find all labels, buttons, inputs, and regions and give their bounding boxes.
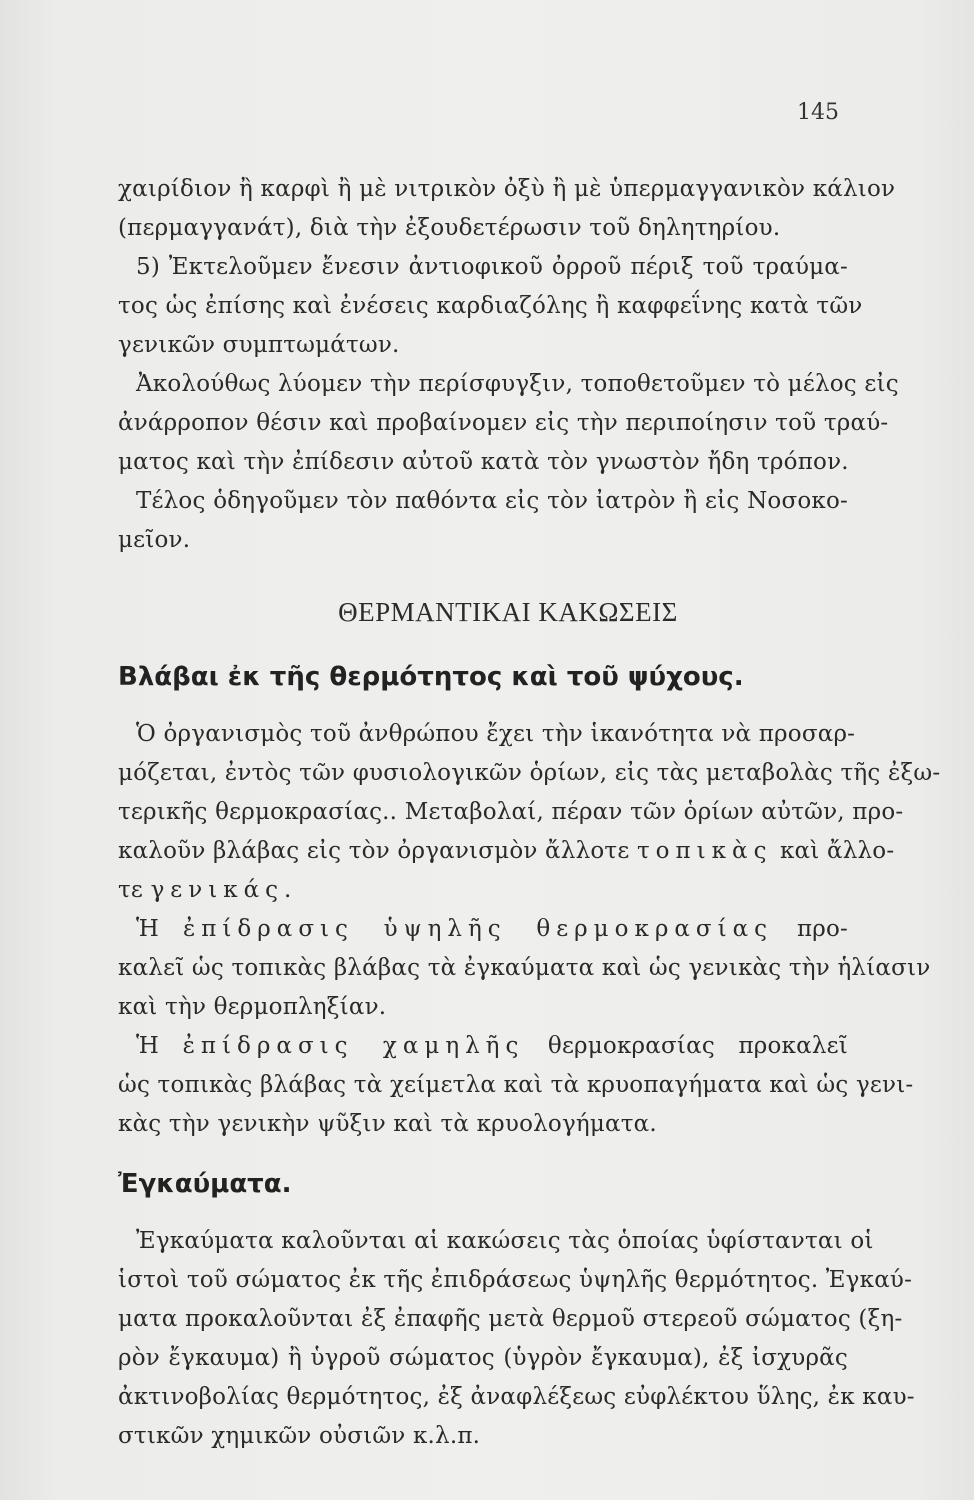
- emphasis-text: γενικάς.: [150, 877, 298, 903]
- text-line: χαιρίδιον ἢ καρφὶ ἢ μὲ νιτρικὸν ὀξὺ ἢ μὲ ὑπερμαγγανικὸν κάλιον: [118, 176, 896, 202]
- text-span: Ἡ: [136, 916, 160, 942]
- text-line: μόζεται, ἐντὸς τῶν φυσιολογικῶν ὁρίων, εἰς τὰς μεταβολὰς τῆς ἐξω-: [118, 760, 941, 786]
- text-line: [118, 871, 848, 910]
- emphasis-text: τοπικὰς: [636, 838, 773, 864]
- text-line: ρὸν ἔγκαυμα) ἢ ὑγροῦ σώματος (ὑγρὸν ἔγκαυμα), ἐξ ἰσχυρᾶς: [118, 1345, 848, 1371]
- text-line: ἀκτινοβολίας θερμότητος, ἐξ ἀναφλέξεως εὐφλέκτου ὕλης, ἐκ καυ-: [118, 1384, 915, 1410]
- subsection-heading: Ἐγκαύματα.: [118, 1169, 292, 1199]
- text-line: τερικῆς θερμοκρασίας.. Μεταβολαί, πέραν τῶν ὁρίων αὐτῶν, προ-: [118, 799, 904, 825]
- page-number: 145: [797, 100, 839, 125]
- text-line: [118, 1027, 848, 1066]
- text-line: 5) Ἐκτελοῦμεν ἔνεσιν ἀντιοφικοῦ ὀρροῦ πέριξ τοῦ τραύμα-: [136, 254, 848, 280]
- section-heading: ΘΕΡΜΑΝΤΙΚΑΙ ΚΑΚΩΣΕΙΣ: [338, 597, 678, 627]
- text-line: ἱστοὶ τοῦ σώματος ἐκ τῆς ἐπιδράσεως ὑψηλῆς θερμότητος. Ἐγκαύ-: [118, 1267, 913, 1293]
- text-line: καλεῖ ὡς τοπικὰς βλάβας τὰ ἐγκαύματα καὶ ὡς γενικὰς τὴν ἡλίασιν: [118, 955, 931, 981]
- text-line: γενικῶν συμπτωμάτων.: [118, 332, 400, 358]
- emphasis-text: ἐπίδρασις χαμηλῆς: [182, 1033, 525, 1059]
- text-line: ὡς τοπικὰς βλάβας τὰ χείμετλα καὶ τὰ κρυοπαγήματα καὶ ὡς γενι-: [118, 1072, 914, 1098]
- text-line: κὰς τὴν γενικὴν ψῦξιν καὶ τὰ κρυολογήματα.: [118, 1111, 657, 1137]
- emphasis-text: ἐπίδρασις ὑψηλῆς θερμοκρασίας: [182, 916, 774, 942]
- text-line: στικῶν χημικῶν οὐσιῶν κ.λ.π.: [118, 1423, 481, 1449]
- text-line: τος ὡς ἐπίσης καὶ ἐνέσεις καρδιαζόλης ἢ καφφεΐνης κατὰ τῶν: [118, 293, 863, 319]
- text-span: τε: [118, 877, 144, 903]
- text-line: Ἐγκαύματα καλοῦνται αἱ κακώσεις τὰς ὁποίας ὑφίστανται οἱ: [136, 1228, 874, 1254]
- text-line: μεῖον.: [118, 527, 191, 553]
- text-line: [118, 910, 848, 949]
- text-line: Τέλος ὁδηγοῦμεν τὸν παθόντα εἰς τὸν ἰατρὸν ἢ εἰς Νοσοκο-: [136, 488, 848, 514]
- text-line: καὶ τὴν θερμοπληξίαν.: [118, 994, 387, 1020]
- text-span: καὶ ἄλλο-: [779, 838, 895, 864]
- page-body: [118, 170, 941, 1456]
- text-line: ἀνάρροπον θέσιν καὶ προβαίνομεν εἰς τὴν περιποίησιν τοῦ τραύ-: [118, 410, 889, 436]
- subsection-heading: Βλάβαι ἐκ τῆς θερμότητος καὶ τοῦ ψύχους.: [118, 662, 744, 692]
- text-span: καλοῦν βλάβας εἰς τὸν ὀργανισμὸν ἄλλοτε: [118, 838, 630, 864]
- text-line: ματος καὶ τὴν ἐπίδεσιν αὐτοῦ κατὰ τὸν γνωστὸν ἤδη τρόπον.: [118, 449, 849, 475]
- text-line: Ὁ ὀργανισμὸς τοῦ ἀνθρώπου ἔχει τὴν ἱκανότητα νὰ προσαρ-: [136, 721, 856, 747]
- text-span: Ἡ: [136, 1033, 160, 1059]
- text-line: [118, 832, 895, 871]
- text-line: Ἀκολούθως λύομεν τὴν περίσφυγξιν, τοποθετοῦμεν τὸ μέλος εἰς: [136, 371, 899, 397]
- text-line: ματα προκαλοῦνται ἐξ ἐπαφῆς μετὰ θερμοῦ στερεοῦ σώματος (ξη-: [118, 1306, 903, 1332]
- text-line: (περμαγγανάτ), διὰ τὴν ἐξουδετέρωσιν τοῦ δηλητηρίου.: [118, 215, 781, 241]
- text-span: προ-: [796, 916, 849, 942]
- text-span: θερμοκρασίας προκαλεῖ: [547, 1033, 848, 1059]
